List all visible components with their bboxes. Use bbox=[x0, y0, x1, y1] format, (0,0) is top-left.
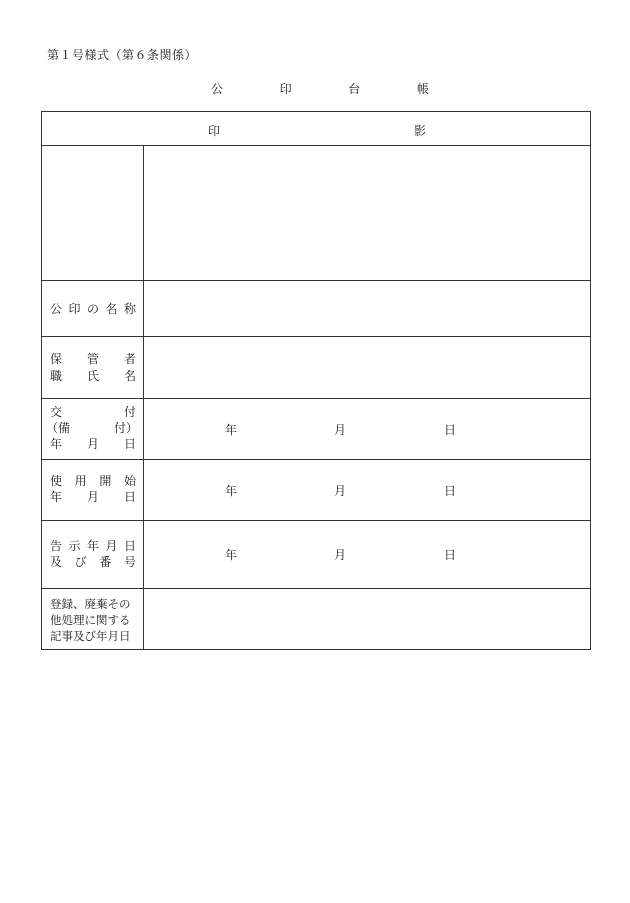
start-of-use-row bbox=[42, 460, 590, 521]
label-line: 他処理に関する bbox=[50, 613, 131, 627]
seal-name-value[interactable] bbox=[144, 281, 590, 336]
custodian-value[interactable] bbox=[144, 337, 590, 398]
year-unit: 年 bbox=[224, 548, 237, 562]
title-char: 帳 bbox=[416, 82, 429, 96]
notice-row bbox=[42, 521, 590, 589]
label-char: 日 bbox=[123, 539, 136, 553]
label-char: 職 bbox=[50, 369, 63, 383]
label-char: 開 bbox=[99, 474, 112, 488]
day-unit: 日 bbox=[443, 423, 456, 437]
custodian-label bbox=[42, 337, 144, 398]
seal-name-row bbox=[42, 281, 590, 337]
impression-header-row bbox=[42, 112, 590, 146]
notice-label bbox=[42, 521, 144, 588]
label-char: 号 bbox=[123, 555, 136, 569]
label-line: 登録、廃棄その bbox=[50, 597, 131, 611]
label-char: び bbox=[74, 555, 87, 569]
label-char: 交 bbox=[50, 405, 63, 419]
seal-name-label bbox=[42, 281, 144, 336]
label-char: 印 bbox=[68, 302, 81, 316]
title-char: 公 bbox=[210, 82, 223, 96]
label-char: 告 bbox=[50, 539, 63, 553]
registration-disposal-value[interactable] bbox=[144, 589, 590, 649]
issue-date-value[interactable] bbox=[144, 399, 590, 459]
label-char: 及 bbox=[50, 555, 63, 569]
year-unit: 年 bbox=[224, 484, 237, 498]
form-number: 第１号様式（第６条関係） bbox=[47, 48, 198, 62]
label-char: 名 bbox=[105, 302, 118, 316]
label-char: （備 bbox=[46, 421, 71, 435]
impression-label-cell bbox=[42, 146, 144, 280]
label-char: 年 bbox=[50, 490, 63, 504]
label-char: 用 bbox=[74, 474, 87, 488]
label-char: 日 bbox=[123, 437, 136, 451]
label-line: 記事及び年月日 bbox=[50, 629, 131, 643]
title-char: 台 bbox=[348, 82, 361, 96]
label-char: 付） bbox=[113, 421, 138, 435]
label-char: 氏 bbox=[86, 369, 99, 383]
impression-header-char: 印 bbox=[207, 124, 220, 138]
label-char: 名 bbox=[123, 369, 136, 383]
impression-area-row bbox=[42, 146, 590, 281]
day-unit: 日 bbox=[443, 548, 456, 562]
label-char: 管 bbox=[86, 352, 99, 366]
notice-value[interactable] bbox=[144, 521, 590, 588]
label-char: 者 bbox=[123, 352, 136, 366]
label-char: 年 bbox=[86, 539, 99, 553]
label-char: 日 bbox=[123, 490, 136, 504]
label-char: 保 bbox=[50, 352, 63, 366]
issue-date-label bbox=[42, 399, 144, 459]
seal-ledger-table bbox=[41, 111, 591, 650]
label-char: 示 bbox=[68, 539, 81, 553]
label-char: 公 bbox=[50, 302, 63, 316]
registration-disposal-label bbox=[42, 589, 144, 649]
label-char: 使 bbox=[50, 474, 63, 488]
label-char: 月 bbox=[105, 539, 118, 553]
label-char: 月 bbox=[86, 490, 99, 504]
label-char: 年 bbox=[50, 437, 63, 451]
month-unit: 月 bbox=[333, 484, 346, 498]
label-char: の bbox=[86, 302, 99, 316]
impression-header-char: 影 bbox=[413, 124, 426, 138]
registration-disposal-row bbox=[42, 589, 590, 649]
issue-date-row bbox=[42, 399, 590, 460]
label-char: 番 bbox=[99, 555, 112, 569]
month-unit: 月 bbox=[333, 423, 346, 437]
day-unit: 日 bbox=[443, 484, 456, 498]
label-char: 付 bbox=[123, 405, 136, 419]
document-title bbox=[210, 80, 430, 97]
month-unit: 月 bbox=[333, 548, 346, 562]
title-char: 印 bbox=[279, 82, 292, 96]
impression-stamp-area[interactable] bbox=[144, 146, 590, 280]
custodian-row bbox=[42, 337, 590, 399]
label-char: 称 bbox=[123, 302, 136, 316]
label-char: 始 bbox=[123, 474, 136, 488]
label-char: 月 bbox=[86, 437, 99, 451]
start-of-use-label bbox=[42, 460, 144, 520]
start-of-use-value[interactable] bbox=[144, 460, 590, 520]
year-unit: 年 bbox=[224, 423, 237, 437]
